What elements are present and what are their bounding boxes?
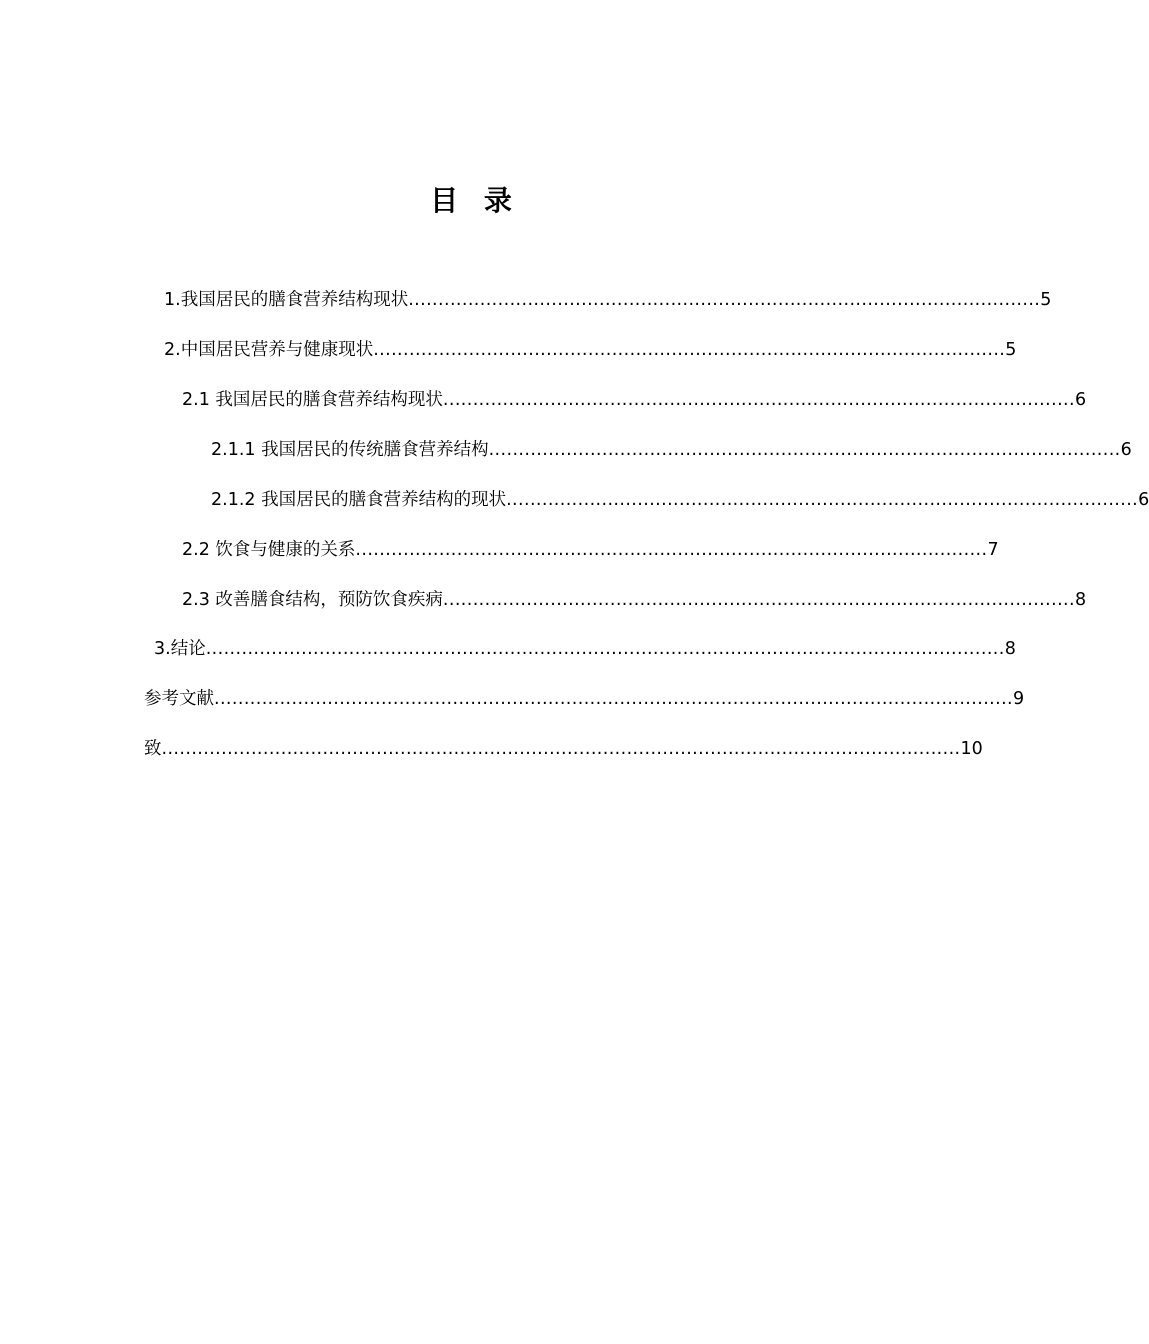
toc-entry-references[interactable] xyxy=(144,687,1025,711)
toc-entry-2-1[interactable] xyxy=(182,388,1087,412)
toc-dot-leader: .......................................................................................................... xyxy=(442,590,1075,610)
toc-page-number: 7 xyxy=(987,540,999,560)
toc-page-number: 6 xyxy=(1138,490,1149,510)
toc-page-number: 6 xyxy=(1120,440,1132,460)
toc-entry-2-1-2[interactable] xyxy=(211,488,1149,512)
toc-entry-2[interactable] xyxy=(164,338,1017,362)
toc-page-number: 9 xyxy=(1013,689,1025,709)
toc-dot-leader: ...................................................................................................................................... xyxy=(214,689,1014,709)
toc-dot-leader: .......................................................................................................... xyxy=(408,290,1041,310)
toc-entry-acknowledgements[interactable] xyxy=(144,737,983,761)
toc-entry-label: 致 xyxy=(144,739,162,759)
toc-page-number: 5 xyxy=(1005,340,1017,360)
toc-dot-leader: ...................................................................................................................................... xyxy=(205,639,1005,659)
toc-dot-leader: .......................................................................................................... xyxy=(355,540,988,560)
toc-entry-label: 2.2 饮食与健康的关系 xyxy=(182,540,356,560)
toc-entry-2-1-1[interactable] xyxy=(211,438,1132,462)
toc-dot-leader: .......................................................................................................... xyxy=(488,440,1121,460)
toc-page-number: 6 xyxy=(1074,390,1087,410)
toc-page-number: 8 xyxy=(1074,590,1087,610)
toc-entry-3[interactable] xyxy=(154,637,1016,661)
toc-entry-2-2[interactable] xyxy=(182,538,999,562)
toc-dot-leader: ...................................................................................................................................... xyxy=(161,739,961,759)
toc-dot-leader: .......................................................................................................... xyxy=(442,390,1075,410)
toc-title: 目 录 xyxy=(430,184,520,217)
toc-page-number: 8 xyxy=(1004,639,1016,659)
toc-entry-label: 2.1.2 我国居民的膳食营养结构的现状 xyxy=(211,490,507,510)
toc-entry-1[interactable] xyxy=(164,288,1052,312)
toc-entry-label: 2.1.1 我国居民的传统膳食营养结构 xyxy=(211,440,489,460)
toc-entry-label: 1.我国居民的膳食营养结构现状 xyxy=(164,290,409,310)
toc-entry-label: 3.结论 xyxy=(154,639,206,659)
toc-entry-2-3[interactable] xyxy=(182,588,1087,612)
toc-dot-leader: .......................................................................................................... xyxy=(373,340,1006,360)
toc-dot-leader: .......................................................................................................... xyxy=(506,490,1139,510)
toc-entry-label: 2.3 改善膳食结构，预防饮食疾病 xyxy=(182,590,443,610)
toc-page-number: 5 xyxy=(1040,290,1052,310)
toc-page-number: 10 xyxy=(960,739,983,759)
toc-entry-label: 2.中国居民营养与健康现状 xyxy=(164,340,374,360)
toc-entry-label: 2.1 我国居民的膳食营养结构现状 xyxy=(182,390,443,410)
toc-entry-label: 参考文献 xyxy=(144,689,214,709)
